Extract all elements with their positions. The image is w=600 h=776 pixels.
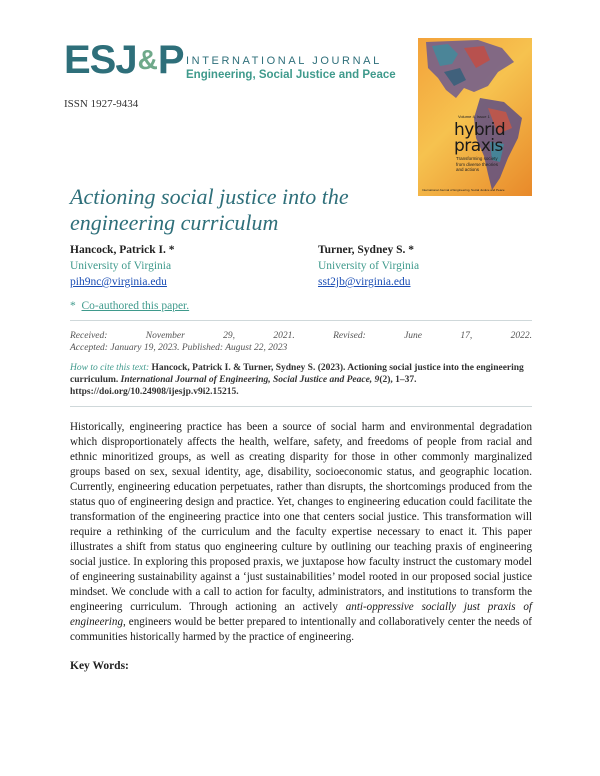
journal-name-line1: INTERNATIONAL JOURNAL	[186, 55, 382, 67]
cover-volume: Volume 4, Issue 1	[458, 114, 490, 119]
author-name: Hancock, Patrick I. *	[70, 244, 175, 256]
citation-journal: International Journal of Engineering, Social Justice and Peace, 9	[120, 375, 380, 385]
coauthored-marker: *	[70, 300, 76, 312]
cover-footer: International Journal of Engineering, Social Justice and Peace	[422, 188, 505, 192]
coauthored-note	[70, 300, 189, 312]
abstract-emphasis: anti-oppressive socially just praxis of engineering	[70, 601, 532, 628]
logo-main: ESJ	[64, 38, 137, 82]
logo-ampersand: &	[137, 44, 157, 75]
received-year: 2021.	[273, 331, 295, 341]
author-email-link[interactable]: sst2jb@virginia.edu	[318, 276, 411, 288]
citation-issue: (2), 1–37.	[379, 375, 417, 385]
citation-authors: Hancock, Patrick I. & Turner, Sydney S. (2023). Actioning social justice into the engineering curriculum.	[70, 363, 524, 385]
coauthored-text: Co-authored this paper.	[81, 300, 190, 312]
dates-accepted-published: Accepted: January 19, 2023. Published: August 22, 2023	[70, 343, 288, 353]
citation-lead: How to cite this text:	[70, 363, 150, 373]
citation	[70, 362, 532, 398]
received-day: 29,	[223, 331, 236, 341]
received-month: November	[145, 331, 185, 341]
journal-cover-image	[418, 38, 532, 196]
received-label: Received:	[70, 331, 108, 341]
abstract-text: Historically, engineering practice has been a source of social harm and environmental degradation which disproportionately affects the health, welfare, safety, and freedoms of people from racial and ethnic minoritized groups, as well as creating disparity for those in other commonly marginalized groups based on sex, sexual identity, age, disability, socioeconomic status, and geographic location. Currently, engineering education perpetuates, rather than disrupts, the shortcomings produced from the status quo of engineering design and practice. Yet, changes to engineering education could facilitate the transformation of the engineering practice into one that centers social justice. This transformation will require a rethinking of the curriculum and the faculty expertise necessary to enact it. This paper illustrates a shift from status quo engineering culture by outlining our teaching praxis of engineering social justice. In exploring this proposed praxis, we juxtapose how faculty instruct the customary model of engineering sustainability against a ‘just sustainabilities’ model rooted in our proposed social justice mindset. We conclude with a call to action for faculty, administrators, and institutions to transform the engineering curriculum. Through actioning an actively	[70, 421, 532, 613]
revised-month: June	[404, 331, 423, 341]
dates-received-revised	[70, 330, 532, 342]
author-block-2	[318, 242, 419, 290]
issn: ISSN 1927-9434	[64, 98, 139, 110]
citation-doi-link[interactable]: https://doi.org/10.24908/ijesjp.v9i2.15215.	[70, 387, 239, 397]
abstract	[70, 420, 532, 645]
author-email-link[interactable]: pih9nc@virginia.edu	[70, 276, 167, 288]
divider	[70, 406, 532, 407]
author-affiliation: University of Virginia	[318, 260, 420, 272]
author-name: Turner, Sydney S. *	[318, 244, 414, 256]
abstract-text-end: , engineers would be better prepared to intentionally and collaboratively center the needs of communities historically harmed by the practice of engineering.	[70, 616, 532, 643]
revised-day: 17,	[460, 331, 473, 341]
revised-label: Revised:	[333, 331, 366, 341]
logo-tail: P	[157, 38, 184, 82]
journal-name-line2: Engineering, Social Justice and Peace	[186, 69, 396, 81]
cover-title	[454, 122, 514, 154]
author-block-1	[70, 242, 174, 290]
cover-title-line2: praxis	[454, 136, 503, 156]
author-affiliation: University of Virginia	[70, 260, 172, 272]
cover-subtitle: Transforming society from diverse theories and actions	[456, 156, 499, 172]
article-title: Actioning social justice into the engineering curriculum	[70, 184, 349, 235]
cover-title-line1: hybrid	[454, 120, 506, 140]
divider	[70, 320, 532, 321]
keywords-label: Key Words:	[70, 660, 129, 672]
article-dates	[70, 330, 532, 354]
journal-logo	[64, 40, 184, 80]
revised-year: 2022.	[510, 331, 532, 341]
